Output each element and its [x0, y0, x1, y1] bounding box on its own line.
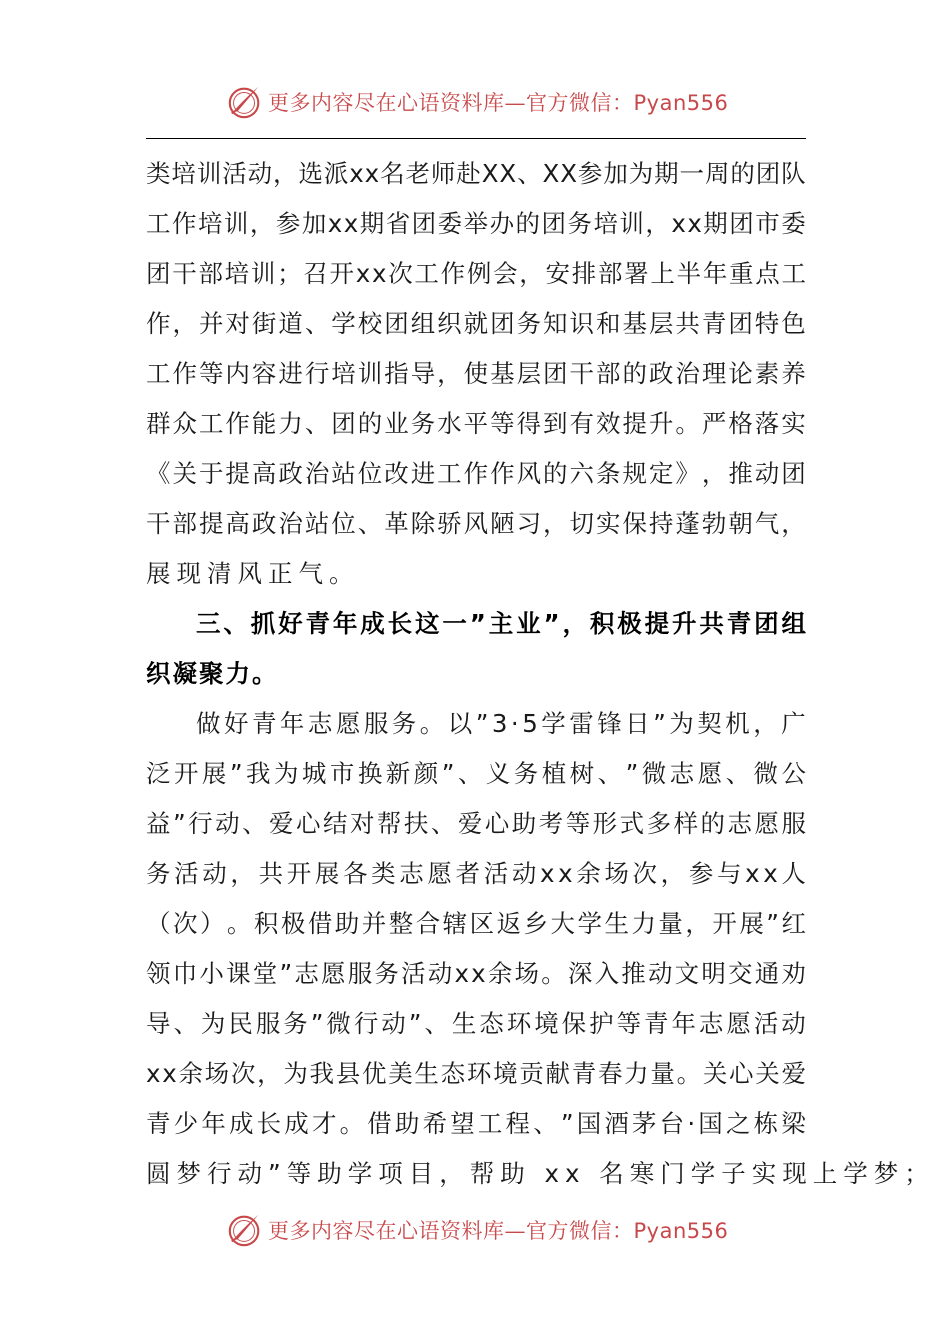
paragraph-line: 群 众 工 作 能 力 、 团 的 业 务 水 平 等 得 到 有 效 提 升 。 严 格 落 实: [146, 409, 806, 438]
banner-text: [268, 1215, 728, 1245]
quill-logo-icon: [226, 83, 264, 121]
wechat-id: Pyan556: [633, 1219, 729, 1243]
paragraph-line: 益 ” 行 动 、 爱 心 结 对 帮 扶 、 爱 心 助 考 等 形 式 多 样 的 志 愿 服: [146, 809, 806, 838]
paragraph-line: 导 、 为 民 服 务 ” 微 行 动 ” 、 生 态 环 境 保 护 等 青 年 志 愿 活 动: [146, 1009, 806, 1038]
banner-cn: 更多内容尽在心语资料库—: [268, 1219, 526, 1243]
quill-logo-icon: [226, 1211, 264, 1249]
wechat-id: Pyan556: [633, 91, 729, 115]
section-heading-line: 三 、 抓 好 青 年 成 长 这 一 ” 主 业 ” ， 积 极 提 升 共 青 团 组: [196, 609, 806, 638]
paragraph-line: 干 部 提 高 政 治 站 位 、 革 除 骄 风 陋 习 ， 切 实 保 持 蓬 勃 朝 气 ，: [146, 509, 806, 538]
section-heading-line: 织凝聚力。: [146, 659, 279, 688]
banner-cn: 更多内容尽在心语资料库—: [268, 91, 526, 115]
paragraph-line: 务 活 动 ， 共 开 展 各 类 志 愿 者 活 动 x x 余 场 次 ， 参 与 x x 人: [146, 859, 806, 888]
paragraph-line: 做 好 青 年 志 愿 服 务 。 以 ” 3 · 5 学 雷 锋 日 ” 为 契 机 ， 广: [196, 709, 806, 738]
document-body: [146, 149, 935, 1199]
banner-label: 官方微信：: [526, 91, 634, 115]
paragraph-line: 泛 开 展 ” 我 为 城 市 换 新 颜 ” 、 义 务 植 树 、 ” 微 志 愿 、 微 公: [146, 759, 806, 788]
banner-label: 官方微信：: [526, 1219, 634, 1243]
paragraph-line: 工 作 培 训 ， 参 加 x x 期 省 团 委 举 办 的 团 务 培 训 ， x x 期 团 市 委: [146, 209, 806, 238]
header-divider: [146, 138, 806, 139]
paragraph-line: 工 作 等 内 容 进 行 培 训 指 导 ， 使 基 层 团 干 部 的 政 治 理 论 素 养: [146, 359, 806, 388]
paragraph-line: 青 少 年 成 长 成 才 。 借 助 希 望 工 程 、 ” 国 酒 茅 台 · 国 之 栋 梁: [146, 1109, 806, 1138]
paragraph-line: 类 培 训 活 动 ， 选 派 x x 名 老 师 赴 X X 、 X X 参 加 为 期 一 周 的 团 队: [146, 159, 806, 188]
footer-watermark-banner: [226, 1210, 746, 1250]
paragraph-line: （ 次 ） 。 积 极 借 助 并 整 合 辖 区 返 乡 大 学 生 力 量 ， 开 展 ” 红: [146, 909, 806, 938]
paragraph-line: 《 关 于 提 高 政 治 站 位 改 进 工 作 作 风 的 六 条 规 定 》 ， 推 动 团: [146, 459, 806, 488]
paragraph-line: 团 干 部 培 训 ； 召 开 x x 次 工 作 例 会 ， 安 排 部 署 上 半 年 重 点 工: [146, 259, 806, 288]
paragraph-line: 作 ， 并 对 街 道 、 学 校 团 组 织 就 团 务 知 识 和 基 层 共 青 团 特 色: [146, 309, 806, 338]
paragraph-line: 领 巾 小 课 堂 ” 志 愿 服 务 活 动 x x 余 场 。 深 入 推 动 文 明 交 通 劝: [146, 959, 806, 988]
paragraph-line: 展现清风正气。: [146, 559, 360, 588]
paragraph-line: x x 余 场 次 ， 为 我 县 优 美 生 态 环 境 贡 献 青 春 力 量 。 关 心 关 爱: [146, 1059, 806, 1088]
header-watermark-banner: [226, 82, 746, 122]
banner-text: [268, 87, 728, 117]
paragraph-line: 圆梦行动”等助学项目，帮助 xx 名寒门学子实现上学梦；: [146, 1159, 935, 1188]
